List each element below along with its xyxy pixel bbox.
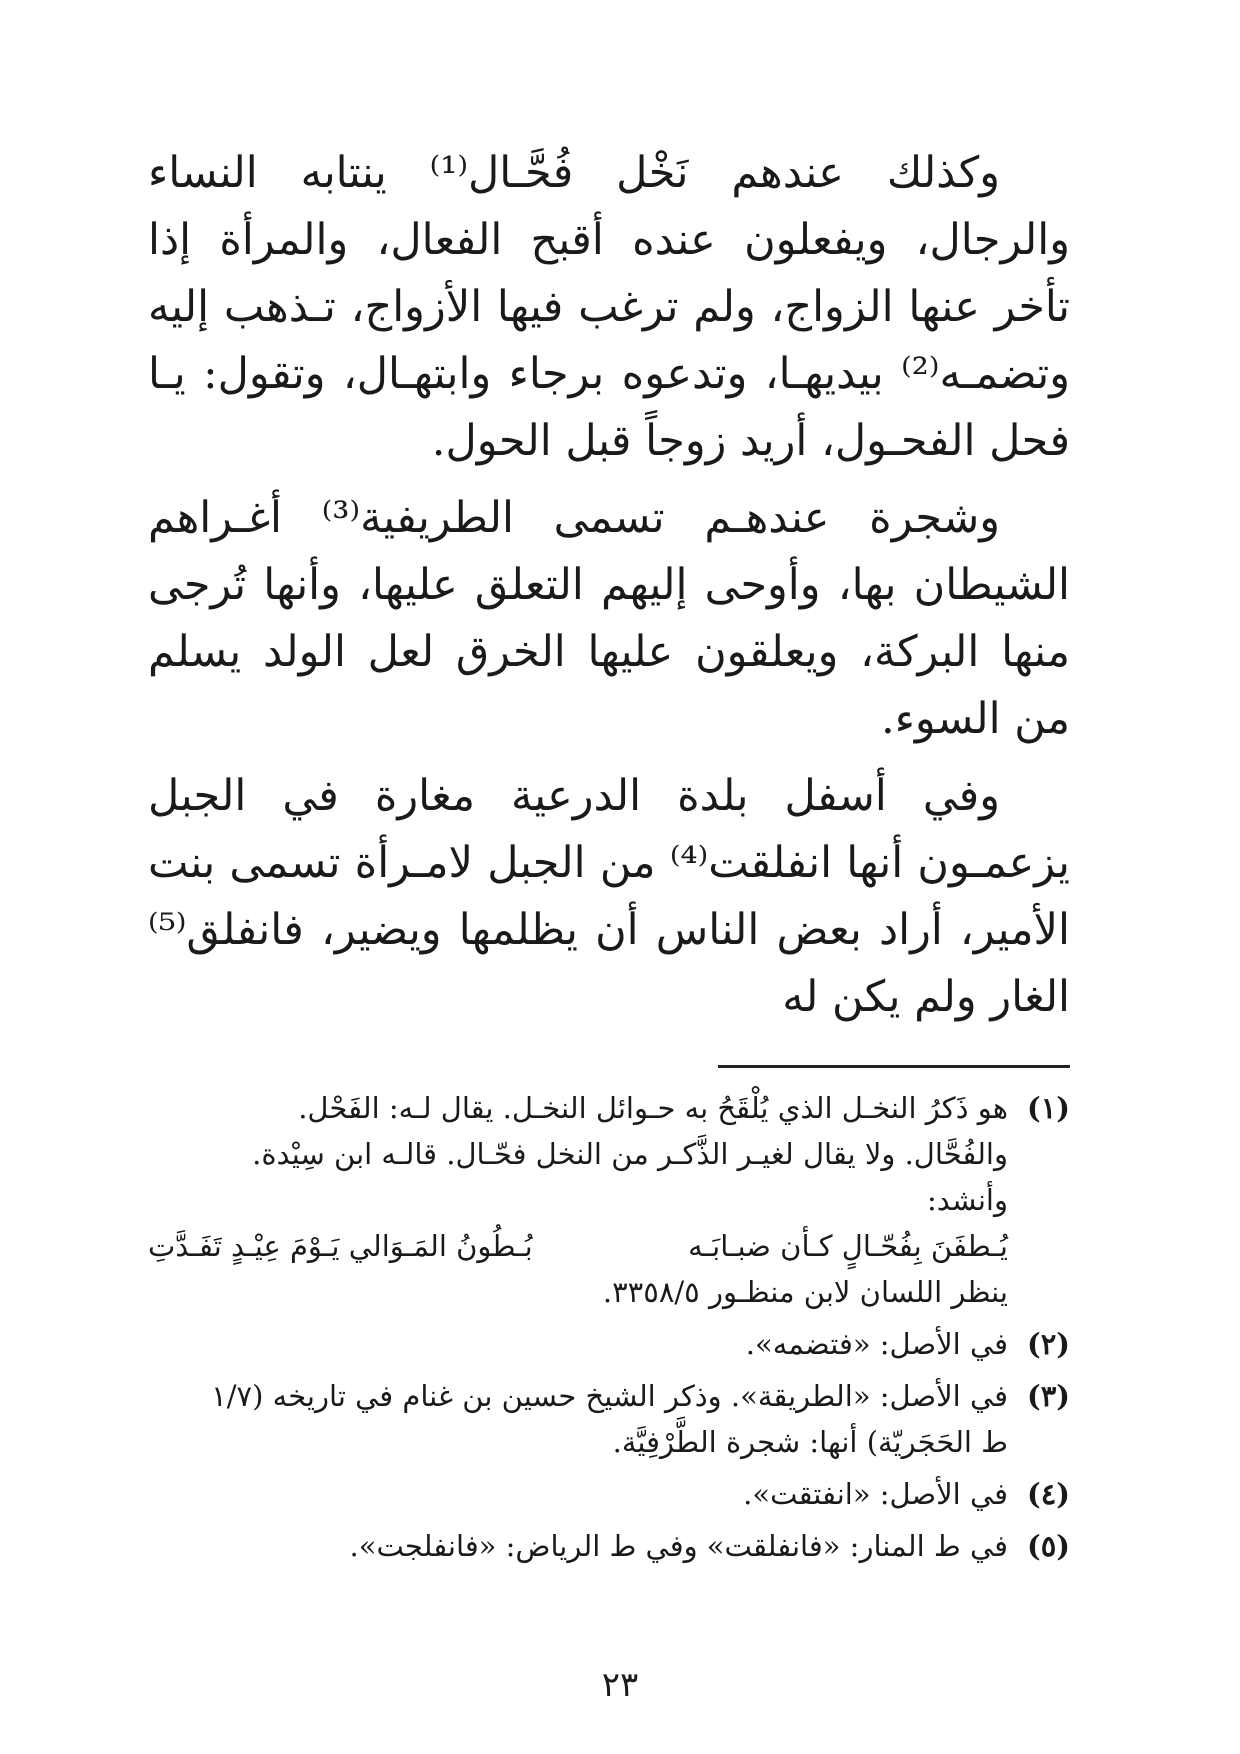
footnote-line: وأنشد: <box>927 1183 1008 1217</box>
footnote-line: ينظر اللسان لابن منظـور ٣٣٥٨/٥. <box>602 1275 1008 1309</box>
page-number: ٢٣ <box>601 1665 639 1705</box>
footnote-body <box>148 1471 1008 1517</box>
footnote-2 <box>148 1321 1070 1367</box>
footnote-1 <box>148 1085 1070 1315</box>
footnote-line: في الأصل: «الطريقة». وذكر الشيخ حسين بن غنام في تاريخه (١/٧ <box>211 1379 1008 1413</box>
paragraph-2: وشجرة عندهـم تسمى الطريفية⁽³⁾ أغـراهم الشيطان بها، وأوحى إليهم التعلق عليها، وأنها تُرجى منها البركة، ويعلقون عليها الخرق لعل الولد يسلم من السوء. <box>148 493 1070 744</box>
footnote-line: في الأصل: «انفتقت». <box>743 1477 1008 1511</box>
footnotes <box>148 1085 1070 1575</box>
footnote-line: والفُحَّال. ولا يقال لغيـر الذَّكـر من النخل فحّـال. قالـه ابن سِيْدة. <box>252 1137 1008 1171</box>
footnote-line: في ط المنار: «فانفلقت» وفي ط الرياض: «فانفلجت». <box>349 1529 1008 1563</box>
footnote-3 <box>148 1373 1070 1465</box>
verse-second-hemistich: بُـطُونُ المَـوَالي يَـوْمَ عِيْـدٍ تَفَـدَّتِ <box>148 1229 533 1263</box>
verse-first-hemistich: يُـطفَنَ بِفُحّـالٍ كـأن ضبـابَـه <box>688 1229 1008 1263</box>
footnote-line: هو ذَكرُ النخـل الذي يُلْقَحُ به حـوائل النخـل. يقال لـه: الفَحْل. <box>298 1091 1008 1125</box>
footnote-line: ط الحَجَريّة) أنها: شجرة الطَّرْفِيَّة. <box>612 1425 1008 1459</box>
paragraph-3: وفي أسفل بلدة الدرعية مغارة في الجبل يزعمـون أنها انفلقت⁽⁴⁾ من الجبل لامـرأة تسمى بنت الأمير، أراد بعض الناس أن يظلمها ويضير، فانفلق⁽⁵⁾ الغار ولم يكن له <box>148 771 1070 1022</box>
footnote-body <box>148 1523 1008 1569</box>
footnote-body <box>148 1085 1008 1315</box>
footnote-number: (٤) <box>1026 1477 1070 1511</box>
footnote-line: في الأصل: «فتضمه». <box>745 1327 1008 1361</box>
footnote-body <box>148 1321 1008 1367</box>
footnote-5 <box>148 1523 1070 1569</box>
footnote-body <box>148 1373 1008 1465</box>
paragraph-1: وكذلك عندهم نَخْل فُحَّـال⁽¹⁾ ينتابه النساء والرجال، ويفعلون عنده أقبح الفعال، والمرأة إذا تأخر عنها الزواج، ولم ترغب فيها الأزواج، تـذهب إليه وتضمـه⁽²⁾ بيديهـا، وتدعوه برجاء وابتهـال، وتقول: يـا فحل الفحـول، أريد زوجاً قبل الحول. <box>148 148 1070 466</box>
main-text <box>148 140 1070 1041</box>
footnote-number: (١) <box>1026 1091 1070 1125</box>
footnote-number: (٣) <box>1026 1379 1070 1413</box>
footnote-number: (٢) <box>1026 1327 1070 1361</box>
footnote-separator <box>718 1065 1070 1068</box>
footnote-4 <box>148 1471 1070 1517</box>
footnote-number: (٥) <box>1026 1529 1070 1563</box>
poem-verse <box>148 1223 1008 1269</box>
